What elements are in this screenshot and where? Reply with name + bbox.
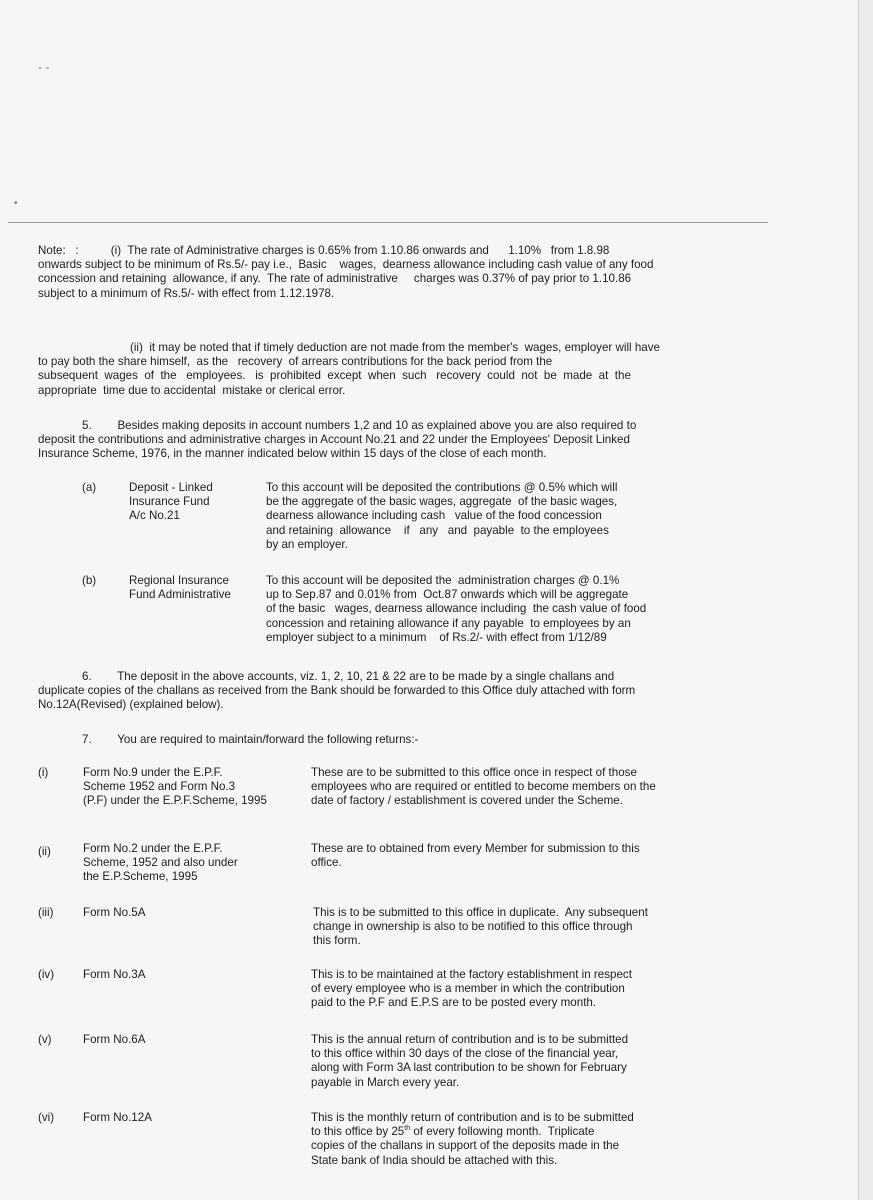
return-ii-form-line: Scheme, 1952 and also under (83, 856, 238, 870)
return-ii-form-line: Form No.2 under the E.P.F. (83, 842, 223, 855)
item-a-desc-line: and retaining allowance if any and payable to the employees (266, 523, 609, 537)
note-ii-paragraph (38, 341, 746, 398)
return-i-description (311, 766, 656, 809)
return-ii-number: (ii) (38, 845, 51, 858)
return-iii-desc-line: this form. (313, 934, 361, 948)
return-vi-desc-text: of every following month. Triplicate (410, 1125, 595, 1139)
item-b-desc-line: concession and retaining allowance if any payable to employees by an (266, 616, 631, 630)
return-i-form-line: (P.F) under the E.P.F.Scheme, 1995 (83, 794, 267, 808)
note-line: Note: : (i) The rate of Administrative charges is 0.65% from 1.10.86 onwards and 1.10% from 1.8.98 (38, 244, 610, 257)
return-i-form-line: Form No.9 under the E.P.F. (83, 766, 223, 779)
paragraph-5-line: Insurance Scheme, 1976, in the manner indicated below within 15 days of the close of each month. (38, 447, 547, 461)
return-iii-description (313, 906, 648, 949)
return-ii-desc-line: These are to obtained from every Member for submission to this (311, 842, 640, 855)
note-ii-line: subsequent wages of the employees. is prohibited except when such recovery could not be made at the (38, 369, 631, 383)
paragraph-7: 7. You are required to maintain/forward the following returns:- (82, 733, 419, 746)
paragraph-5 (38, 419, 746, 462)
return-ii-description (311, 842, 640, 870)
note-ii-line: to pay both the share himself, as the recovery of arrears contributions for the back period from the (38, 355, 553, 369)
return-iv-number: (iv) (38, 968, 55, 981)
return-vi-desc-line (311, 1125, 634, 1139)
return-vi-description (311, 1111, 634, 1168)
return-iv-desc-line: paid to the P.F and E.P.S are to be posted every month. (311, 996, 597, 1010)
item-a-desc-line: be the aggregate of the basic wages, aggregate of the basic wages, (266, 495, 618, 509)
paragraph-6 (38, 670, 746, 713)
item-a-label (129, 481, 213, 524)
return-iii-number: (iii) (38, 906, 54, 919)
divider-line (8, 222, 768, 223)
margin-mark: - - (38, 60, 50, 74)
return-i-desc-line: date of factory / establishment is covered under the Scheme. (311, 794, 623, 808)
item-a-desc-line: by an employer. (266, 537, 348, 551)
return-vi-desc-line: copies of the challans in support of the deposits made in the (311, 1139, 620, 1153)
return-v-desc-line: to this office within 30 days of the close of the financial year, (311, 1047, 619, 1061)
item-a-desc-line: dearness allowance including cash value of the food concession (266, 509, 602, 523)
return-iv-desc-line: of every employee who is a member in which the contribution (311, 982, 625, 996)
item-b-number: (b) (82, 574, 97, 587)
item-b-desc-line: To this account will be deposited the administration charges @ 0.1% (266, 574, 620, 587)
return-v-desc-line: This is the annual return of contribution and is to be submitted (311, 1033, 629, 1046)
return-iv-description (311, 968, 632, 1011)
return-ii-form (83, 842, 238, 885)
item-b-desc-line: of the basic wages, dearness allowance including the cash value of food (266, 602, 647, 616)
return-iii-desc-line: change in ownership is also to be notified to this office through (313, 920, 633, 934)
paragraph-5-line: 5. Besides making deposits in account numbers 1,2 and 10 as explained above you are also required to (82, 419, 637, 432)
return-iii-form: Form No.5A (83, 906, 146, 919)
item-a-number: (a) (82, 481, 97, 494)
ordinal-suffix: th (404, 1125, 411, 1133)
return-v-number: (v) (38, 1033, 52, 1046)
paragraph-5-line: deposit the contributions and administrative charges in Account No.21 and 22 under the Employees' Deposit Linked (38, 433, 630, 447)
paragraph-6-line: 6. The deposit in the above accounts, viz. 1, 2, 10, 21 & 22 are to be made by a single challans and (82, 670, 615, 683)
item-b-description (266, 574, 646, 645)
item-a-description (266, 481, 617, 552)
return-i-form-line: Scheme 1952 and Form No.3 (83, 780, 236, 794)
return-i-desc-line: employees who are required or entitled to become members on the (311, 780, 656, 794)
item-a-label-line: Deposit - Linked (129, 481, 213, 494)
item-b-desc-line: employer subject to a minimum of Rs.2/- with effect from 1/12/89 (266, 630, 607, 644)
item-b-label-line: Fund Administrative (129, 588, 231, 602)
return-iv-desc-line: This is to be maintained at the factory establishment in respect (311, 968, 632, 981)
return-i-desc-line: These are to be submitted to this office once in respect of those (311, 766, 637, 779)
return-v-desc-line: along with Form 3A last contribution to be shown for February (311, 1061, 627, 1075)
return-v-desc-line: payable in March every year. (311, 1075, 460, 1089)
item-a-label-line: A/c No.21 (129, 509, 180, 523)
return-v-form: Form No.6A (83, 1033, 146, 1046)
return-v-description (311, 1033, 628, 1090)
return-ii-desc-line: office. (311, 856, 342, 870)
return-vi-desc-line: State bank of India should be attached with this. (311, 1153, 558, 1167)
return-vi-number: (vi) (38, 1111, 55, 1124)
item-a-label-line: Insurance Fund (129, 495, 210, 509)
note-line: concession and retaining allowance, if any. The rate of administrative charges was 0.37% of pay prior to 1.10.86 (38, 272, 632, 286)
paragraph-6-line: duplicate copies of the challans as received from the Bank should be forwarded to this Office duly attached with form (38, 684, 636, 698)
item-b-label (129, 574, 231, 602)
return-iv-form: Form No.3A (83, 968, 146, 981)
return-vi-desc-text: to this office by 25 (311, 1125, 405, 1139)
margin-dot: • (14, 198, 18, 209)
return-iii-desc-line: This is to be submitted to this office in duplicate. Any subsequent (313, 906, 648, 919)
return-ii-form-line: the E.P.Scheme, 1995 (83, 870, 198, 884)
item-b-label-line: Regional Insurance (129, 574, 229, 587)
return-i-number: (i) (38, 766, 49, 779)
note-line: subject to a minimum of Rs.5/- with effect from 1.12.1978. (38, 286, 335, 300)
note-ii-line: appropriate time due to accidental mistake or clerical error. (38, 383, 346, 397)
return-i-form (83, 766, 267, 809)
note-ii-line: (ii) it may be noted that if timely deduction are not made from the member's wages, employer will have (130, 341, 660, 354)
return-vi-desc-line: This is the monthly return of contribution and is to be submitted (311, 1111, 634, 1124)
note-paragraph (38, 244, 746, 301)
item-b-desc-line: up to Sep.87 and 0.01% from Oct.87 onwards which will be aggregate (266, 588, 629, 602)
paragraph-6-line: No.12A(Revised) (explained below). (38, 698, 224, 712)
return-vi-form: Form No.12A (83, 1111, 152, 1124)
item-a-desc-line: To this account will be deposited the contributions @ 0.5% which will (266, 481, 618, 494)
note-line: onwards subject to be minimum of Rs.5/- pay i.e., Basic wages, dearness allowance including cash value of any food (38, 258, 654, 272)
